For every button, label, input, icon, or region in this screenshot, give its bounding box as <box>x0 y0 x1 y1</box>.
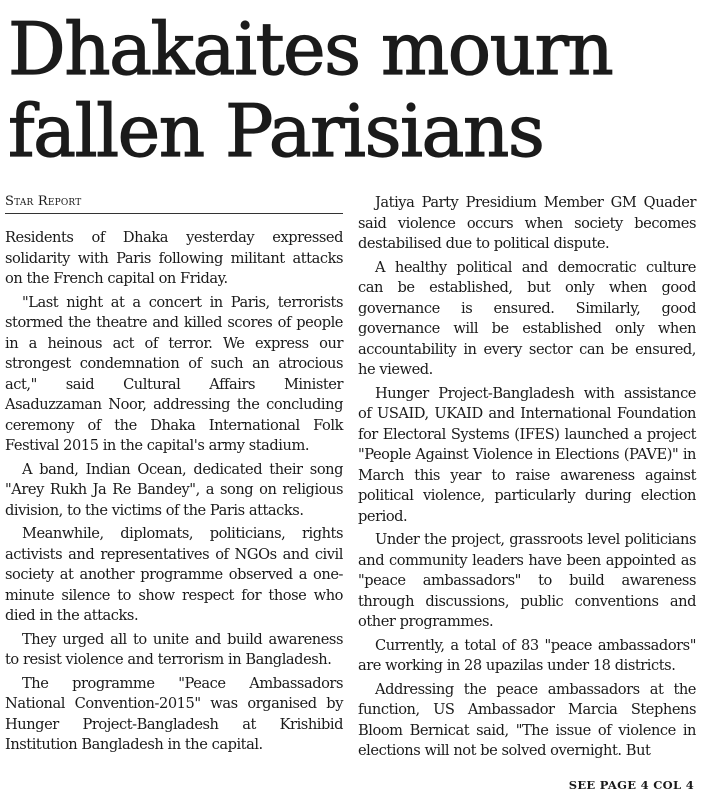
paragraph: Residents of Dhaka yesterday expressed solidarity with Paris following militant attacks on the French capital on Friday. <box>5 229 343 287</box>
paragraph: Currently, a total of 83 "peace ambassadors" are working in 28 upazilas under 18 districts. <box>358 636 696 674</box>
paragraph: Addressing the peace ambassadors at the function, US Ambassador Marcia Stephens Bloom Bernicat said, "The issue of violence in elections will not be solved overnight. But <box>358 680 696 759</box>
paragraph: A healthy political and democratic culture can be established, but only when good governance is ensured. Similarly, good governance will be established only when accountability in every sector can be ensured, he viewed. <box>358 258 696 378</box>
paragraph: Jatiya Party Presidium Member GM Quader said violence occurs when society becomes destabilised due to political dispute. <box>358 194 696 252</box>
paragraph: A band, Indian Ocean, dedicated their song "Arey Rukh Ja Re Bandey", a song on religious division, to the victims of the Paris attacks. <box>5 460 343 519</box>
headline-line-1: Dhakaites mourn <box>8 7 613 91</box>
byline: Star Report <box>5 193 343 214</box>
paragraph: They urged all to unite and build awareness to resist violence and terrorism in Bangladesh. <box>5 630 343 668</box>
paragraph: Under the project, grassroots level politicians and community leaders have been appointed as "peace ambassadors" to build awareness through discussions, public conventions and other programmes. <box>358 531 696 630</box>
article-column-left <box>5 193 343 759</box>
paragraph: The programme "Peace Ambassadors National Convention-2015" was organised by Hunger Project-Bangladesh at Krishibid Institution Bangladesh in the capital. <box>5 674 343 753</box>
article-column-right <box>358 193 696 765</box>
paragraph: Hunger Project-Bangladesh with assistance of USAID, UKAID and International Foundation for Electoral Systems (IFES) launched a project "People Against Violence in Elections (PAVE)" in March this year to raise awareness against political violence, particularly during election period. <box>358 384 696 525</box>
paragraph: Meanwhile, diplomats, politicians, rights activists and representatives of NGOs and civil society at another programme observed a one-minute silence to show respect for those who died in the attacks. <box>5 525 343 624</box>
headline <box>8 8 698 172</box>
paragraph: "Last night at a concert in Paris, terrorists stormed the theatre and killed scores of people in a heinous act of terror. We express our strongest condemnation of such an atrocious act," said Cultural Affairs Minister Asaduzzaman Noor, addressing the concluding ceremony of the Dhaka International Folk Festival 2015 in the capital's army stadium. <box>5 293 343 454</box>
headline-line-2: fallen Parisians <box>8 89 544 173</box>
continued-jump-line: SEE PAGE 4 COL 4 <box>568 778 694 792</box>
